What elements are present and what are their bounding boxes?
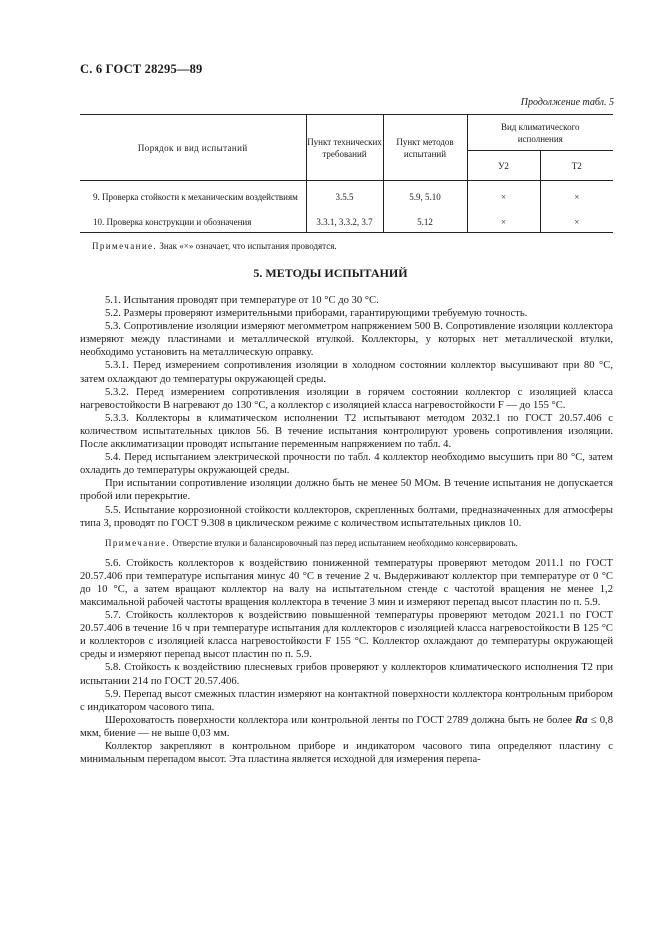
column-header-tech-line2: требований [322,148,367,159]
table-note-label: Примечание. [92,241,158,251]
table-note [92,241,337,251]
paragraph-5-3: 5.3. Сопротивление изоляции измеряют мегомметром напряжением 500 В. Сопротивление изоляции коллектора измеряют между пластинами и металлической втулкой. Коллекторы, у которых нет металлической втулки, необходимо установить на металлическую оправку. [80,321,613,359]
column-header-t2: Т2 [540,151,613,181]
section-title: 5. МЕТОДЫ ИСПЫТАНИЙ [253,266,408,280]
column-header-climate-line1: Вид климатического [500,121,580,132]
column-header-tech-line1: Пункт технических [307,136,382,147]
table-continuation-label: Продолжение табл. 5 [520,97,614,108]
roughness-symbol: Ra [575,714,588,726]
note-5-5 [80,537,613,550]
column-header-tech-requirements [306,115,383,181]
roughness-text-after: ≤ 0,8 мкм, биение — не выше 0,03 мм. [80,714,613,739]
row-test-name: 10. Проверка конструкции и обозначения [80,213,306,233]
test-table [80,114,613,233]
column-header-methods-line1: Пункт методов [396,136,454,147]
column-header-test-methods [383,115,467,181]
paragraph-5-3-1: 5.3.1. Перед измерением сопротивления изоляции в холодном состоянии коллектор высушивают при 80 °С, затем охлаждают до температуры окружающей среды. [80,360,613,385]
table-note-text: Знак «×» означает, что испытания проводятся. [157,241,337,251]
table-row [80,213,613,233]
note-5-5-text: Отверстие втулки и балансировочный паз перед испытанием необходимо консервировать. [170,537,518,548]
row-method-clause: 5.9, 5.10 [383,181,467,213]
row-tech-clause: 3.5.5 [306,181,383,213]
note-5-5-label: Примечание. [105,537,171,548]
row-method-clause: 5.12 [383,213,467,233]
paragraph-5-6: 5.6. Стойкость коллекторов к воздействию пониженной температуры проверяют методом 2011.1 по ГОСТ 20.57.406 при температуре испытания минус 40 °С в течение 2 ч. Выдерживают коллектор при температуре от 0 °С до 10 °С, а затем вращают коллектор на валу на испытательном стенде с частотой вращения не менее 1,2 максимальной рабочей частоты вращения коллектора в течение 3 мин и измеряют перепад высот пластин по п. 5.9. [80,557,613,608]
row-t2-mark: × [540,213,613,233]
paragraph-5-9-procedure: Коллектор закрепляют в контрольном приборе и индикатором часового типа определяют пластину с минимальным перепадом высот. Эта пластина является исходной для измерения перепа- [80,741,613,766]
table-row [80,181,613,213]
column-header-u2: У2 [467,151,540,181]
column-header-methods-line2: испытаний [403,148,447,159]
row-tech-clause: 3.3.1, 3.3.2, 3.7 [306,213,383,233]
paragraph-5-4: 5.4. Перед испытанием электрической прочности по табл. 4 коллектор необходимо высушить при 80 °С, затем охладить до температуры окружающей среды. [80,452,613,477]
paragraph-5-7: 5.7. Стойкость коллекторов к воздействию повышенной температуры проверяют методом 2021.1 по ГОСТ 20.57.406 в течение 16 ч при температуре испытания для коллекторов с изоляцией класса нагревостойкости В 125 °С и коллекторов с изоляцией класса нагревостойкости F 155 °С. Коллектор охлаждают до температуры окружающей среды и измеряют перепад высот пластин по п. 5.9. [80,610,613,661]
page-header: С. 6 ГОСТ 28295—89 [80,62,203,76]
column-header-order: Порядок и вид испытаний [80,115,306,181]
column-header-climate [467,115,613,151]
paragraph-5-8: 5.8. Стойкость к воздействию плесневых грибов проверяют у коллекторов климатического исполнения Т2 при испытании 214 по ГОСТ 20.57.406. [80,662,613,687]
column-header-climate-line2: исполнения [517,133,563,144]
row-t2-mark: × [540,181,613,213]
paragraph-5-5: 5.5. Испытание коррозионной стойкости коллекторов, скрепленных болтами, предназначенных для атмосферы типа 3, проводят по ГОСТ 9.308 в циклическом режиме с количеством испытательных циклов 10. [80,504,613,529]
paragraph-5-9: 5.9. Перепад высот смежных пластин измеряют на контактной поверхности коллектора контрольным прибором с индикатором часового типа. [80,688,613,713]
row-test-name: 9. Проверка стойкости к механическим воздействиям [93,191,298,202]
paragraph-5-9-roughness [80,714,613,740]
row-u2-mark: × [467,213,540,233]
paragraph-5-3-3: 5.3.3. Коллекторы в климатическом исполнении Т2 испытывают методом 2032.1 по ГОСТ 20.57.406 с количеством испытательных циклов 56. В течение испытания контролируют уровень сопротивления изоляции. После акклиматизации проводят испытание переменным напряжением по табл. 4. [80,412,613,451]
paragraph-5-3-2: 5.3.2. Перед измерением сопротивления изоляции в горячем состоянии коллектор с изоляцией класса нагревостойкости В нагревают до 130 °С, а коллектор с изоляцией класса нагревостойкости F — до 155 °С. [80,386,613,411]
section-body [80,294,613,766]
paragraph-5-2: 5.2. Размеры проверяют измерительными приборами, гарантирующими требуемую точность. [105,308,528,320]
row-u2-mark: × [467,181,540,213]
roughness-text-before: Шероховатость поверхности коллектора или контрольной ленты по ГОСТ 2789 должна быть не более [105,714,576,726]
paragraph-5-4-continued: При испытании сопротивление изоляции должно быть не менее 50 МОм. В течение испытания не допускается пробой или перекрытие. [80,478,613,503]
paragraph-5-1: 5.1. Испытания проводят при температуре от 10 °С до 30 °С. [105,295,379,306]
